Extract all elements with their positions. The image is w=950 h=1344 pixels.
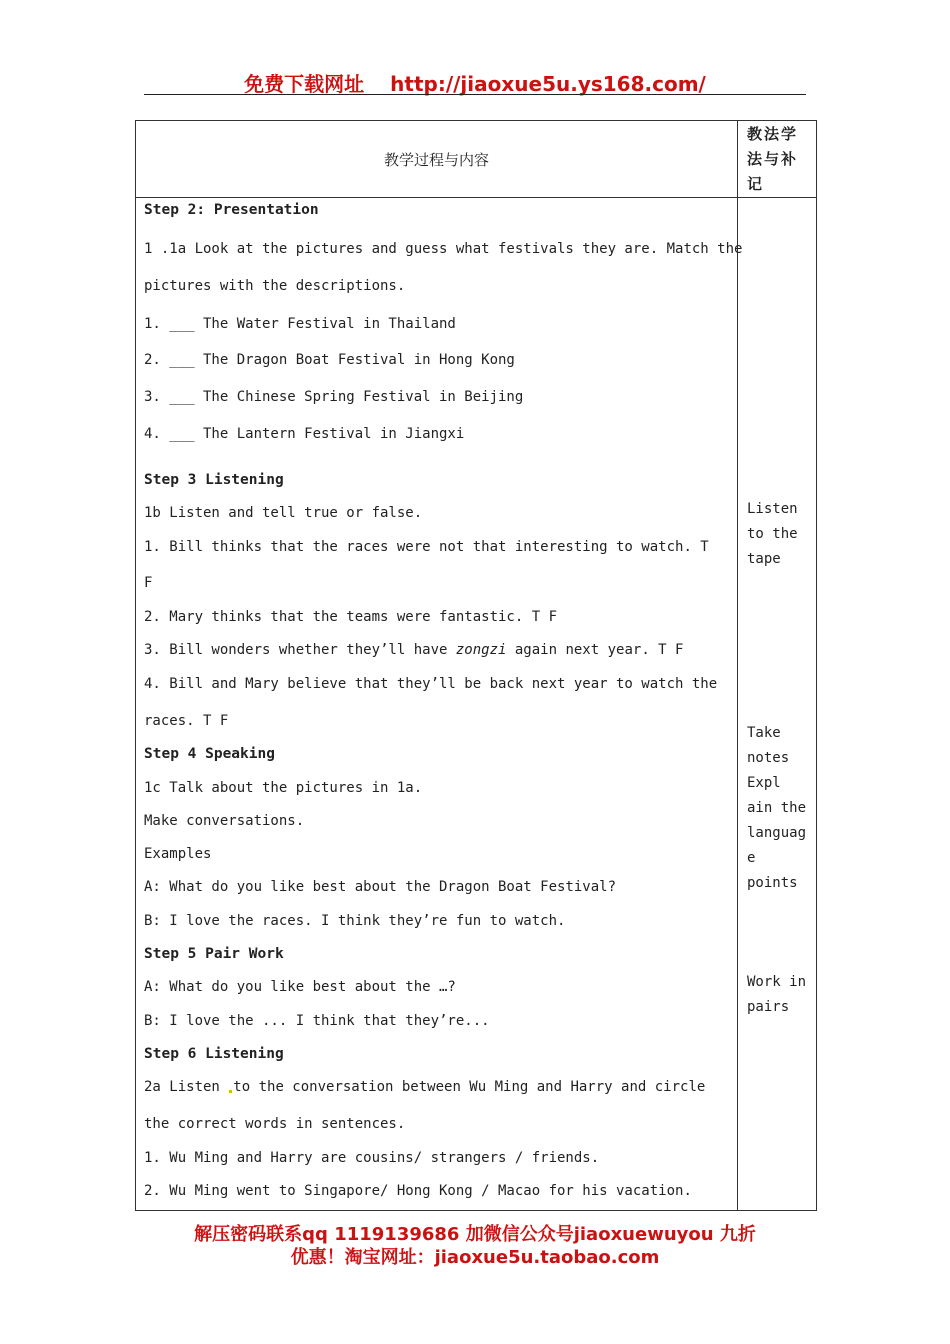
match-item: 2. ___ The Dragon Boat Festival in Hong Kong	[144, 352, 515, 368]
header-url-link[interactable]: http://jiaoxue5u.ys168.com/	[390, 72, 706, 96]
lesson-content-cell	[136, 198, 743, 1211]
example-line: A: What do you like best about the Dragon Boat Festival?	[144, 879, 617, 895]
zongzi-term: zongzi	[455, 642, 507, 658]
match-item: 1. ___ The Water Festival in Thailand	[144, 316, 456, 332]
side-note: tape	[747, 551, 781, 567]
footer-shop-line: 优惠！淘宝网址：jiaoxue5u.taobao.com	[290, 1247, 660, 1268]
lesson-table	[135, 120, 817, 1211]
side-note: to the	[747, 526, 798, 542]
side-note: Expl	[747, 775, 781, 791]
step-2-heading: Step 2: Presentation	[144, 202, 319, 218]
side-note: notes	[747, 750, 790, 766]
circle-item: 1. Wu Ming and Harry are cousins/ strangers / friends.	[144, 1150, 600, 1166]
step-3-heading: Step 3 Listening	[144, 472, 284, 488]
task-1a-instruction-cont: pictures with the descriptions.	[144, 278, 406, 294]
mark-dot	[229, 1090, 232, 1093]
conversation-instruction: Make conversations.	[144, 813, 305, 829]
true-false-item-cont: F	[144, 575, 153, 591]
side-note: e	[747, 850, 756, 866]
pair-work-line: B: I love the ... I think that they’re...	[144, 1013, 490, 1029]
true-false-item: 4. Bill and Mary believe that they’ll be back next year to watch the	[144, 676, 718, 692]
task-1a-instruction: 1 .1a Look at the pictures and guess what festivals they are. Match the	[144, 241, 743, 257]
step-5-heading: Step 5 Pair Work	[144, 946, 284, 962]
side-note: points	[747, 875, 798, 891]
side-note: languag	[747, 825, 807, 841]
examples-label: Examples	[144, 846, 212, 862]
side-note: Listen	[747, 501, 798, 517]
true-false-item: 3. Bill wonders whether they’ll have zongzi again next year. T F	[144, 642, 684, 658]
header-divider	[144, 94, 806, 95]
task-1b-instruction: 1b Listen and tell true or false.	[144, 505, 423, 521]
side-note: Work in	[747, 974, 807, 990]
footer-contact-line: 解压密码联系qq 1119139686 加微信公众号jiaoxuewuyou 九折	[194, 1224, 756, 1245]
step-6-heading: Step 6 Listening	[144, 1046, 284, 1062]
pair-work-line: A: What do you like best about the …?	[144, 979, 456, 995]
true-false-item: 2. Mary thinks that the teams were fantastic. T F	[144, 609, 558, 625]
download-url-header	[0, 68, 950, 97]
step-4-heading: Step 4 Speaking	[144, 746, 275, 762]
header-label: 免费下载网址	[244, 72, 365, 96]
side-note: Take	[747, 725, 781, 741]
match-item: 3. ___ The Chinese Spring Festival in Beijing	[144, 389, 524, 405]
match-item: 4. ___ The Lantern Festival in Jiangxi	[144, 426, 465, 442]
true-false-item-cont: races. T F	[144, 713, 229, 729]
circle-item: 2. Wu Ming went to Singapore/ Hong Kong / Macao for his vacation.	[144, 1183, 692, 1199]
example-line: B: I love the races. I think they’re fun to watch.	[144, 913, 566, 929]
side-note: ain the	[747, 800, 807, 816]
task-1c-instruction: 1c Talk about the pictures in 1a.	[144, 780, 423, 796]
side-column-header: 教法学 法与补 记	[738, 121, 817, 198]
task-2a-instruction: 2a Listen to the conversation between Wu Ming and Harry and circle	[144, 1079, 706, 1095]
main-column-header: 教学过程与内容	[136, 121, 738, 198]
true-false-item: 1. Bill thinks that the races were not that interesting to watch. T	[144, 539, 709, 555]
side-notes-cell	[738, 198, 817, 1211]
task-2a-instruction-cont: the correct words in sentences.	[144, 1116, 406, 1132]
side-note: pairs	[747, 999, 790, 1015]
